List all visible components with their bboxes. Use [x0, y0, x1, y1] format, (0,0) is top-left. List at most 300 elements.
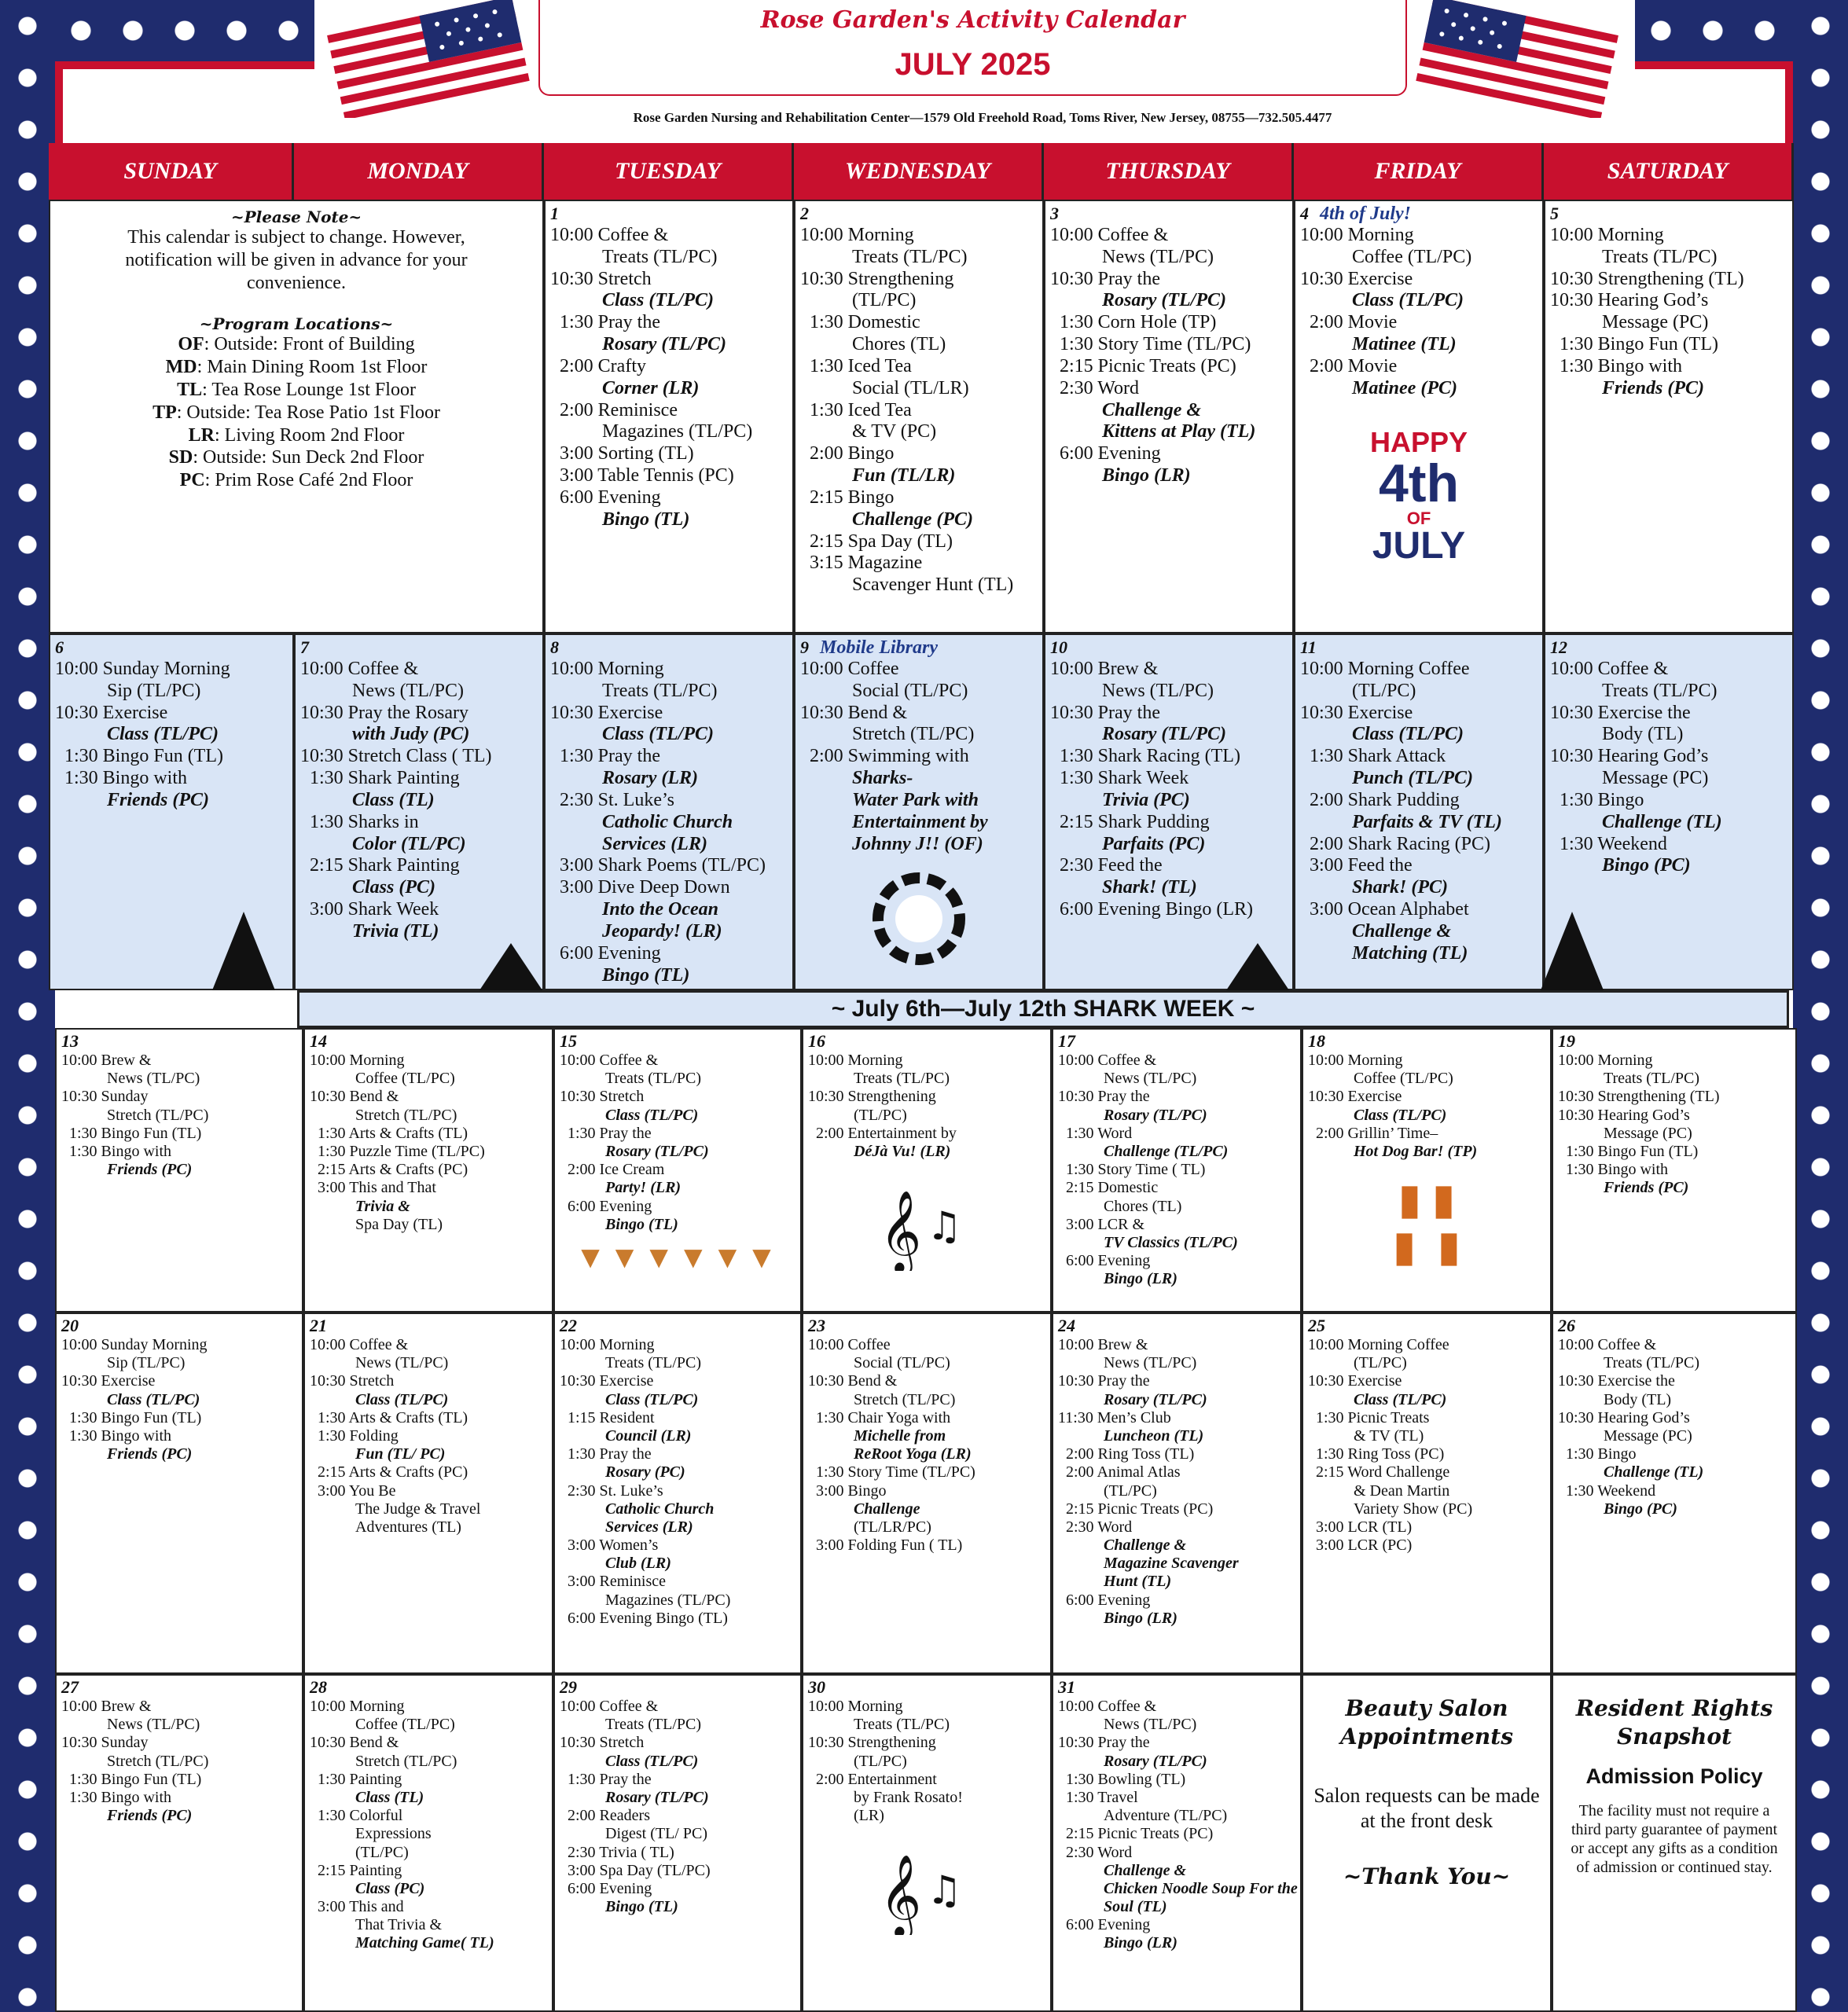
activity-line: 1:30 Colorful — [318, 1807, 403, 1825]
activity-line: 1:30 Bingo with — [69, 1788, 172, 1806]
day-cell-23 — [802, 1313, 1052, 1674]
activity-line: Into the Ocean — [602, 899, 719, 920]
activity-line: Rosary (TL/PC) — [1102, 724, 1226, 745]
activity-line: Services (LR) — [602, 833, 707, 854]
activity-line: 10:00 Morning — [550, 659, 664, 679]
activity-line: 2:15 Picnic Treats (PC) — [1066, 1500, 1214, 1518]
activity-line: 1:30 Word — [1066, 1124, 1133, 1142]
activity-line: News (TL/PC) — [1102, 680, 1214, 701]
activity-line: Water Park with — [852, 789, 979, 810]
activity-line: Body (TL) — [1602, 724, 1684, 745]
activity-line: 10:00 Sunday Morning — [55, 659, 230, 679]
day-number: 17 — [1058, 1031, 1075, 1051]
activity-line: News (TL/PC) — [1104, 1354, 1197, 1372]
activity-line: 10:30 Exercise — [1300, 702, 1413, 723]
location-code: SD — [168, 447, 193, 468]
activity-line: Treats (TL/PC) — [602, 680, 718, 701]
activity-line: 1:30 Bingo — [1560, 789, 1644, 810]
activity-line: Bingo (TL) — [605, 1215, 678, 1233]
location-code: TP — [152, 402, 177, 423]
activity-line: 10:30 Strengthening — [808, 1734, 936, 1752]
activity-line: 2:00 Reminisce — [560, 399, 678, 420]
day-number: 22 — [560, 1316, 577, 1335]
activity-line: 1:30 Bingo Fun (TL) — [1560, 334, 1718, 355]
activity-line: Social (TL/LR) — [852, 377, 969, 398]
activity-line: Coffee (TL/PC) — [1352, 246, 1472, 267]
activity-line: 2:15 Picnic Treats (PC) — [1066, 1825, 1214, 1843]
activity-line: (TL/PC) — [355, 1843, 409, 1861]
activity-line: 1:30 Pray the — [568, 1124, 652, 1142]
day-cell-3 — [1044, 200, 1294, 633]
day-cell-24 — [1052, 1313, 1302, 1674]
day-cell-19 — [1552, 1028, 1797, 1313]
activity-line: 2:15 Arts & Crafts (PC) — [318, 1161, 468, 1179]
activity-line: 10:00 Coffee & — [310, 1336, 409, 1353]
activity-line: Coffee (TL/PC) — [1354, 1070, 1453, 1088]
activity-line: Sip (TL/PC) — [107, 1354, 186, 1372]
activity-line: 10:30 Pray the — [1058, 1088, 1150, 1106]
activity-line: Treats (TL/PC) — [1604, 1354, 1700, 1372]
activity-line: Stretch (TL/PC) — [355, 1752, 457, 1770]
activity-line: (TL/PC) — [1104, 1481, 1157, 1500]
activity-line: 6:00 Evening — [560, 486, 661, 508]
activity-line: 1:30 Picnic Treats — [1316, 1408, 1430, 1426]
activity-line: Jeopardy! (LR) — [602, 920, 722, 942]
activity-line: Chores (TL) — [852, 334, 946, 355]
activity-line: 3:00 Sorting (TL) — [560, 443, 694, 464]
location-desc: : Main Dining Room 1st Floor — [197, 357, 428, 378]
activity-line: 10:00 Coffee & — [300, 659, 419, 679]
activity-line: 10:00 Morning — [1308, 1052, 1403, 1069]
activity-line: Body (TL) — [1604, 1390, 1672, 1408]
day-number: 7 — [300, 637, 309, 657]
activity-line: Class (TL/PC) — [605, 1106, 699, 1124]
activity-line: 1:30 Folding — [318, 1426, 399, 1445]
activity-line: (TL/PC) — [854, 1106, 907, 1124]
activity-line: 1:30 Bingo Fun (TL) — [1566, 1142, 1699, 1160]
activity-line: Shark! (PC) — [1352, 877, 1449, 898]
activity-line: News (TL/PC) — [1104, 1070, 1197, 1088]
activity-line: 10:00 Coffee & — [1050, 225, 1169, 245]
activity-line: News (TL/PC) — [352, 680, 464, 701]
badge-happy: HAPPY — [1369, 425, 1468, 458]
activity-line: 10:00 Morning — [808, 1698, 903, 1715]
activity-line: 10:30 Hearing God’s — [1558, 1106, 1690, 1124]
weekday-sunday: SUNDAY — [49, 143, 294, 200]
activity-line: 10:30 Pray the — [1058, 1372, 1150, 1390]
activity-line: 2:15 Spa Day (TL) — [810, 531, 953, 552]
activity-line: 1:30 Domestic — [810, 312, 920, 333]
activity-line: News (TL/PC) — [107, 1070, 200, 1088]
activity-line: Bingo (TL) — [602, 964, 690, 986]
locations-title: ~Program Locations~ — [199, 314, 394, 334]
activity-line: 10:00 Morning — [310, 1698, 405, 1715]
activity-line: Class (TL/PC) — [1352, 290, 1464, 311]
day-cell-10 — [1044, 633, 1294, 990]
activity-line: Treats (TL/PC) — [1604, 1070, 1700, 1088]
activity-line: 1:30 Chair Yoga with — [816, 1408, 951, 1426]
day-number: 2 — [800, 204, 809, 223]
weekday-thursday: THURSDAY — [1044, 143, 1294, 200]
activity-line: 1:30 Iced Tea — [810, 399, 912, 420]
activity-line: 1:30 Shark Painting — [310, 768, 460, 789]
activity-line: Stretch (TL/PC) — [107, 1752, 209, 1770]
activity-line: 2:15 Bingo — [810, 486, 895, 508]
activity-line: 3:00 You Be — [318, 1481, 396, 1500]
activity-line: 10:00 Coffee & — [1058, 1052, 1157, 1069]
activity-line: Challenge & — [1104, 1537, 1187, 1555]
activity-line: 10:30 Sunday — [61, 1734, 149, 1752]
activity-line: 1:30 Pray the — [568, 1770, 652, 1788]
weekday-friday: FRIDAY — [1294, 143, 1544, 200]
activity-line: 10:00 Coffee & — [560, 1698, 659, 1715]
activity-line: 3:00 LCR & — [1066, 1215, 1145, 1233]
day-number: 23 — [808, 1316, 825, 1335]
activity-line: & Dean Martin — [1354, 1481, 1450, 1500]
activity-line: 1:30 Arts & Crafts (TL) — [318, 1124, 468, 1142]
ice-cream-cones-icon: ▼▼▼▼▼▼ — [575, 1239, 781, 1275]
location-desc: : Prim Rose Café 2nd Floor — [204, 470, 413, 491]
activity-line: Rosary (TL/PC) — [602, 334, 726, 355]
location-code: MD — [165, 357, 197, 378]
activity-line: Rosary (TL/PC) — [605, 1788, 709, 1806]
day-number: 26 — [1558, 1316, 1575, 1335]
activity-line: News (TL/PC) — [107, 1716, 200, 1734]
activity-line: 3:00 Feed the — [1310, 855, 1413, 876]
activity-line: Spa Day (TL) — [355, 1215, 443, 1233]
activity-line: Hot Dog Bar! (TP) — [1354, 1142, 1478, 1160]
location-item — [58, 379, 535, 402]
activity-line: 2:15 Arts & Crafts (PC) — [318, 1463, 468, 1481]
activity-line: Shark! (TL) — [1102, 877, 1197, 898]
activity-line: Bingo (TL) — [602, 509, 690, 530]
calendar-month: JULY 2025 — [895, 47, 1051, 82]
activity-line: Trivia & — [355, 1197, 410, 1215]
activity-line: (TL/PC) — [852, 290, 917, 311]
day-cell-7 — [294, 633, 544, 990]
activity-line: 2:30 St. Luke’s — [560, 789, 675, 810]
day-number: 11 — [1300, 637, 1317, 657]
activity-line: Class (TL/PC) — [355, 1390, 449, 1408]
activity-line: 1:15 Resident — [568, 1408, 655, 1426]
location-code: OF — [178, 334, 204, 355]
activity-line: 3:00 Women’s — [568, 1537, 659, 1555]
activity-line: Challenge & — [1102, 399, 1202, 420]
activity-line: Challenge & — [1104, 1861, 1187, 1879]
rights-text: The facility must not require a third party guarantee of payment or accept any gifts as a condition of admission or continued stay. — [1571, 1801, 1778, 1876]
activity-line: Challenge (TL) — [1604, 1463, 1704, 1481]
activity-line: 1:30 Bingo Fun (TL) — [69, 1408, 202, 1426]
activity-line: Class (PC) — [355, 1879, 425, 1897]
happy-4th-of-july-badge — [1344, 425, 1493, 567]
activity-line: Magazines (TL/PC) — [602, 421, 753, 442]
activity-line: Parfaits & TV (TL) — [1352, 811, 1502, 832]
activity-line: Stretch (TL/PC) — [854, 1390, 956, 1408]
activity-line: (TL/LR/PC) — [854, 1518, 931, 1536]
activity-line: 10:30 Bend & — [310, 1088, 399, 1106]
activity-line: Sharks- — [852, 768, 913, 789]
badge-july: JULY — [1372, 524, 1466, 567]
activity-line: Social (TL/PC) — [852, 680, 968, 701]
rights-subtitle: Admission Policy — [1585, 1764, 1763, 1788]
activity-line: Entertainment by — [852, 811, 988, 832]
activity-line: 10:00 Morning — [1558, 1052, 1653, 1069]
activity-line: 6:00 Evening — [1060, 443, 1161, 464]
activity-line: Coffee (TL/PC) — [355, 1070, 455, 1088]
location-desc: : Outside: Front of Building — [204, 334, 415, 355]
activity-line: 2:00 Crafty — [560, 355, 646, 376]
activity-line: Corner (LR) — [602, 377, 700, 398]
activity-line: 2:30 St. Luke’s — [568, 1481, 663, 1500]
activity-line: Bingo (TL) — [605, 1898, 678, 1916]
activity-line: 10:00 Brew & — [61, 1052, 152, 1069]
day-number: 14 — [310, 1031, 327, 1051]
activity-line: 1:30 Sharks in — [310, 811, 419, 832]
activity-line: Class (TL/PC) — [605, 1752, 699, 1770]
activity-line: Expressions — [355, 1825, 432, 1843]
activity-line: 2:00 Movie — [1310, 355, 1398, 376]
activity-line: DéJà Vu! (LR) — [854, 1142, 951, 1160]
activity-line: 10:30 Pray the Rosary — [300, 702, 468, 723]
activity-line: Johnny J!! (OF) — [852, 833, 983, 854]
activity-line: 2:00 Shark Racing (PC) — [1310, 833, 1490, 854]
activity-line: (TL/PC) — [854, 1752, 907, 1770]
activity-line: 2:30 Feed the — [1060, 855, 1163, 876]
salon-thanks: ~Thank You~ — [1343, 1863, 1511, 1889]
location-code: TL — [177, 379, 203, 400]
activity-line: 10:30 Exercise — [550, 702, 663, 723]
activity-line: 1:30 Corn Hole (TP) — [1060, 312, 1217, 333]
activity-line: 1:30 Bingo — [1566, 1445, 1637, 1463]
activity-line: 2:00 Bingo — [810, 443, 895, 464]
day-number: 13 — [61, 1031, 79, 1051]
day-number: 16 — [808, 1031, 825, 1051]
activity-line: 10:00 Morning Coffee — [1300, 659, 1470, 679]
activity-line: 10:00 Coffee & — [1558, 1336, 1657, 1353]
note-title: ~Please Note~ — [230, 207, 362, 226]
day-cell-20 — [55, 1313, 303, 1674]
location-item — [58, 469, 535, 492]
activity-line: 10:30 Strengthening (TL) — [1558, 1088, 1720, 1106]
location-item — [58, 402, 535, 424]
activity-line: 6:00 Evening — [568, 1197, 652, 1215]
activity-line: Treats (TL/PC) — [602, 246, 718, 267]
activity-line: 3:00 Shark Week — [310, 899, 439, 920]
locations-list — [58, 333, 535, 492]
activity-line: with Judy (PC) — [352, 724, 470, 745]
left-star-border — [0, 0, 55, 2012]
weekday-monday: MONDAY — [294, 143, 544, 200]
day-number: 12 — [1550, 637, 1567, 657]
activity-line: Magazines (TL/PC) — [605, 1591, 731, 1609]
activity-line: 3:00 LCR (TL) — [1316, 1518, 1413, 1536]
activity-line: 1:30 Bingo Fun (TL) — [69, 1124, 202, 1142]
activity-line: 10:30 Stretch — [560, 1088, 645, 1106]
top-right-star-border — [1635, 0, 1793, 61]
activity-line: 1:30 Bingo with — [1560, 355, 1683, 376]
activity-line: Message (PC) — [1602, 312, 1709, 333]
activity-line: 3:00 This and That — [318, 1179, 436, 1197]
day-cell-8 — [544, 633, 794, 990]
activity-line: 10:00 Sunday Morning — [61, 1336, 208, 1353]
activity-line: 10:00 Coffee & — [560, 1052, 659, 1069]
top-left-star-border — [55, 0, 314, 61]
badge-of: OF — [1406, 508, 1431, 528]
activity-line: 1:30 Puzzle Time (TL/PC) — [318, 1142, 485, 1160]
activity-line: 10:00 Coffee & — [1550, 659, 1669, 679]
activity-line: Class (TL/PC) — [107, 724, 219, 745]
day-number: 3 — [1050, 204, 1059, 223]
activity-line: Sip (TL/PC) — [107, 680, 201, 701]
activity-line: Class (TL) — [352, 789, 435, 810]
day-cell-28 — [303, 1674, 553, 2012]
location-code: PC — [179, 470, 205, 491]
weekday-wednesday: WEDNESDAY — [794, 143, 1044, 200]
day-title: Mobile Library — [820, 637, 938, 658]
activity-line: 10:00 Coffee — [808, 1336, 891, 1353]
activity-line: Catholic Church — [602, 811, 733, 832]
activity-line: 2:15 Domestic — [1066, 1179, 1159, 1197]
activity-line: Bingo (PC) — [1602, 855, 1691, 876]
activity-line: Luncheon (TL) — [1104, 1426, 1204, 1445]
activity-line: Class (TL) — [355, 1788, 424, 1806]
day-cell-22 — [553, 1313, 802, 1674]
activity-line: 1:30 Shark Week — [1060, 768, 1189, 789]
activity-line: 2:00 Readers — [568, 1807, 650, 1825]
activity-line: 1:30 Ring Toss (PC) — [1316, 1445, 1445, 1463]
activity-line: 10:00 Morning — [1300, 225, 1414, 245]
calendar-title: Rose Garden's Activity Calendar — [760, 6, 1185, 34]
activity-line: 10:00 Coffee & — [1058, 1698, 1157, 1715]
activity-line: 2:30 Word — [1066, 1843, 1133, 1861]
svg-text:♫: ♫ — [927, 1867, 962, 1914]
activity-line: 6:00 Evening Bingo (TL) — [568, 1609, 728, 1627]
day-cell-11 — [1294, 633, 1544, 990]
activity-line: 10:30 Sunday — [61, 1088, 149, 1106]
activity-line: Stretch (TL/PC) — [355, 1106, 457, 1124]
activity-line: Message (PC) — [1604, 1124, 1692, 1142]
day-cell-17 — [1052, 1028, 1302, 1313]
location-desc: : Outside: Sun Deck 2nd Floor — [193, 447, 424, 468]
activity-line: 10:30 Exercise — [1308, 1088, 1402, 1106]
activity-line: 10:00 Coffee — [800, 659, 899, 679]
activity-line: Challenge (TL/PC) — [1104, 1142, 1229, 1160]
shark-fin-icon — [1226, 943, 1289, 990]
shark-fin-icon — [212, 912, 275, 990]
activity-line: 3:00 Folding Fun ( TL) — [816, 1537, 963, 1555]
activity-line: 3:15 Magazine — [810, 553, 923, 574]
activity-line: by Frank Rosato! — [854, 1788, 963, 1806]
activity-line: 2:30 Trivia ( TL) — [568, 1843, 674, 1861]
activity-line: 1:30 Story Time ( TL) — [1066, 1161, 1206, 1179]
activity-line: 3:00 This and — [318, 1898, 404, 1916]
day-number: 5 — [1550, 204, 1559, 223]
activity-line: Stretch (TL/PC) — [852, 724, 975, 745]
day-cell-31 — [1052, 1674, 1302, 2012]
activity-line: Challenge (TL) — [1602, 811, 1722, 832]
activity-line: 3:00 Shark Poems (TL/PC) — [560, 855, 766, 876]
activity-line: Rosary (TL/PC) — [1104, 1390, 1207, 1408]
shark-week-banner: ~ July 6th—July 12th SHARK WEEK ~ — [297, 990, 1789, 1028]
activity-line: Adventure (TL/PC) — [1104, 1807, 1228, 1825]
activity-line: 10:00 Morning — [808, 1052, 903, 1069]
activity-line: 10:00 Morning — [560, 1336, 655, 1353]
activity-line: 1:30 Pray the — [568, 1445, 652, 1463]
activity-line: 3:00 Ocean Alphabet — [1310, 899, 1469, 920]
activity-line: Friends (PC) — [1604, 1179, 1689, 1197]
activity-line: 2:00 Grillin’ Time– — [1316, 1124, 1438, 1142]
day-number: 20 — [61, 1316, 79, 1335]
activity-line: Challenge — [854, 1500, 920, 1518]
activity-line: Class (TL/PC) — [1354, 1390, 1447, 1408]
day-cell-15 — [553, 1028, 802, 1313]
activity-line: 10:00 Brew & — [1050, 659, 1159, 679]
activity-line: 1:30 Painting — [318, 1770, 402, 1788]
activity-line: 1:30 Bingo Fun (TL) — [69, 1770, 202, 1788]
day-cell-16 — [802, 1028, 1052, 1313]
activity-line: 2:00 Entertainment by — [816, 1124, 957, 1142]
activity-line: Class (TL/PC) — [1352, 724, 1464, 745]
activity-line: Message (PC) — [1604, 1426, 1692, 1445]
location-desc: : Tea Rose Lounge 1st Floor — [202, 379, 416, 400]
activity-line: Stretch (TL/PC) — [107, 1106, 209, 1124]
activity-line: 1:30 Pray the — [560, 746, 660, 767]
activity-line: (TL/PC) — [1352, 680, 1416, 701]
day-number: 4 — [1300, 204, 1309, 223]
activity-line: Treats (TL/PC) — [854, 1716, 950, 1734]
day-cell-14 — [303, 1028, 553, 1313]
activity-line: Matching (TL) — [1352, 942, 1468, 964]
activity-line: Social (TL/PC) — [854, 1354, 950, 1372]
day-title: 4th of July! — [1320, 204, 1412, 224]
day-cell-9 — [794, 633, 1044, 990]
location-item — [58, 424, 535, 447]
day-cell-29 — [553, 1674, 802, 2012]
activity-line: 10:30 Pray the — [1058, 1734, 1150, 1752]
activity-line: 2:30 Word — [1066, 1518, 1133, 1536]
activity-line: 10:30 Exercise — [1308, 1372, 1402, 1390]
day-number: 29 — [560, 1677, 577, 1697]
facility-address: Rose Garden Nursing and Rehabilitation Center—1579 Old Freehold Road, Toms River, New Jersey, 08755—732.505.4477 — [633, 110, 1332, 125]
activity-line: Kittens at Play (TL) — [1102, 421, 1256, 442]
day-cell-2 — [794, 200, 1044, 633]
activity-line: 1:30 Bingo Fun (TL) — [64, 746, 223, 767]
weekday-tuesday: TUESDAY — [544, 143, 794, 200]
red-stripe-right — [1635, 61, 1793, 156]
activity-line: Matinee (PC) — [1352, 377, 1457, 398]
svg-text:𝄞: 𝄞 — [880, 1190, 922, 1272]
day-cell-4 — [1294, 200, 1544, 633]
activity-line: Rosary (TL/PC) — [605, 1142, 709, 1160]
activity-line: 2:00 Movie — [1310, 312, 1398, 333]
activity-line: Treats (TL/PC) — [605, 1354, 702, 1372]
day-cell-21 — [303, 1313, 553, 1674]
activity-line: 10:30 Strengthening (TL) — [1550, 268, 1744, 289]
day-cell-18 — [1302, 1028, 1552, 1313]
activity-line: News (TL/PC) — [1102, 246, 1214, 267]
activity-line: Adventures (TL) — [355, 1518, 461, 1536]
activity-line: 1:30 Bingo with — [69, 1426, 172, 1445]
activity-line: 2:00 Swimming with — [810, 746, 969, 767]
activity-line: 1:30 Weekend — [1560, 833, 1667, 854]
activity-line: 10:30 Bend & — [800, 702, 907, 723]
activity-line: 2:00 Ring Toss (TL) — [1066, 1445, 1195, 1463]
activity-line: 6:00 Evening — [568, 1879, 652, 1897]
activity-line: Matching Game( TL) — [355, 1934, 494, 1952]
activity-line: 1:30 Shark Attack — [1310, 746, 1446, 767]
activity-line: 10:30 Stretch — [310, 1372, 395, 1390]
activity-line: 3:00 Bingo — [816, 1481, 887, 1500]
